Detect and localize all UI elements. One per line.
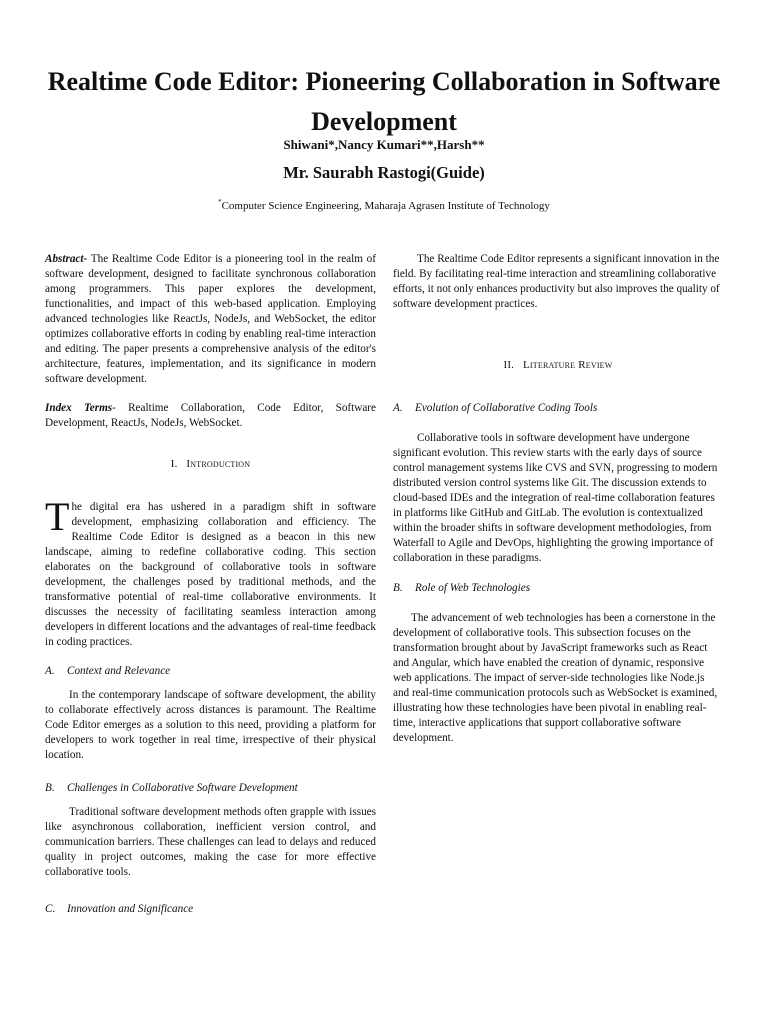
- subsection-letter: A.: [393, 402, 403, 414]
- innovation-paragraph: The Realtime Code Editor represents a significant innovation in the field. By facilitating real-time interaction and streamlining collaborative efforts, it not only enhances productivity but also improves the quality of software development practices.: [393, 253, 720, 310]
- section-numeral: II.: [503, 359, 515, 371]
- evolution-paragraph: Collaborative tools in software development have undergone significant evolution. This review starts with the early days of source control management systems like CVS and SVN, progressing to modern distributed version control systems like Git. The discussion extends to cloud-based IDEs and the integration of real-time collaboration features in platforms like GitHub and GitLab. The evolution is contextualized within the broader shifts in software development methodologies, from Waterfall to Agile and DevOps, highlighting the growing importance of collaboration in these paradigms.: [393, 432, 718, 564]
- subsection-title: Challenges in Collaborative Software Development: [67, 782, 298, 794]
- web-paragraph: The advancement of web technologies has been a cornerstone in the development of collaborative tools. This subsection focuses on the transformation brought about by JavaScript frameworks such as React and Angular, which have enabled the creation of dynamic, responsive web applications. The impact of server-side technologies like Node.js and real-time communication protocols such as WebSocket is examined, illustrating how these technologies have been pivotal in enabling real-time, interactive applications that support collaborative software development.: [393, 612, 718, 744]
- section-numeral: I.: [170, 458, 178, 470]
- introduction-text: he digital era has ushered in a paradigm shift in software development, emphasizing collaboration and efficiency. The Realtime Code Editor is designed as a beacon in this new landscape, aiming to redefine collaborative coding. This section elaborates on the background of collaborative tools in software development, the challenges posed by traditional methods, and the transformative potential of real-time collaborative environments. It discusses the necessity of facilitating seamless interaction among developers in different locations and the advantages of real-time feedback in coding practices.: [45, 501, 376, 648]
- subsection-title: Evolution of Collaborative Coding Tools: [415, 402, 598, 414]
- subsection-heading-context: [45, 664, 376, 679]
- guide-name: Mr. Saurabh Rastogi(Guide): [283, 163, 485, 182]
- introduction-paragraph: [45, 494, 376, 650]
- subsection-letter: B.: [45, 782, 55, 794]
- author-list: Shiwani*,Nancy Kumari**,Harsh**: [283, 137, 485, 152]
- subsection-title: Innovation and Significance: [67, 903, 194, 915]
- abstract-label: Abstract-: [45, 253, 88, 265]
- section-heading-introduction: [45, 457, 376, 472]
- index-terms-label: Index Terms: [45, 402, 113, 414]
- subsection-title: Role of Web Technologies: [415, 582, 531, 594]
- subsection-heading-innovation: [45, 902, 376, 917]
- paper-title: Realtime Code Editor: Pioneering Collaboration in Software Development: [47, 67, 721, 136]
- subsection-letter: C.: [45, 903, 56, 915]
- subsection-heading-web: [393, 581, 723, 596]
- right-column: [393, 252, 723, 746]
- subsection-heading-challenges: [45, 781, 376, 796]
- subsection-title: Context and Relevance: [67, 665, 171, 677]
- affiliation: [0, 194, 768, 214]
- section-title: Introduction: [186, 458, 251, 470]
- section-heading-literature: [393, 358, 723, 373]
- challenges-paragraph: Traditional software development methods often grapple with issues like asynchronous collaboration, inefficient version control, and communication barriers. These challenges can lead to delays and reduced quality in project outcomes, making the case for more effective collaborative tools.: [45, 806, 376, 878]
- index-terms: [45, 401, 376, 431]
- subsection-letter: A.: [45, 665, 55, 677]
- subsection-heading-evolution: [393, 401, 723, 416]
- context-paragraph: In the contemporary landscape of software development, the ability to collaborate effectively across distances is paramount. The Realtime Code Editor emerges as a solution to this need, providing a platform for developers to work together in real time, irrespective of their physical location.: [45, 689, 376, 761]
- section-title: Literature Review: [523, 359, 613, 371]
- index-terms-text: - Realtime Collaboration, Code Editor, Software Development, ReactJs, NodeJs, WebSocket.: [45, 402, 376, 429]
- affiliation-text: Computer Science Engineering, Maharaja Agrasen Institute of Technology: [221, 200, 550, 212]
- abstract: [45, 252, 376, 387]
- subsection-letter: B.: [393, 582, 403, 594]
- drop-cap: T: [45, 494, 70, 539]
- abstract-text: The Realtime Code Editor is a pioneering tool in the realm of software development, designed to facilitate synchronous collaboration among programmers. This paper explores the development, functionalities, and impact of this web-based application. Employing advanced technologies like ReactJs, NodeJs, and WebSocket, the editor optimizes collaborative efforts in coding by enabling real-time interaction and editing. The paper presents a comprehensive analysis of the editor's architecture, features, implementation, and its significance in modern software development.: [45, 253, 376, 385]
- left-column: [45, 252, 376, 917]
- affiliation-marker: *: [218, 198, 222, 206]
